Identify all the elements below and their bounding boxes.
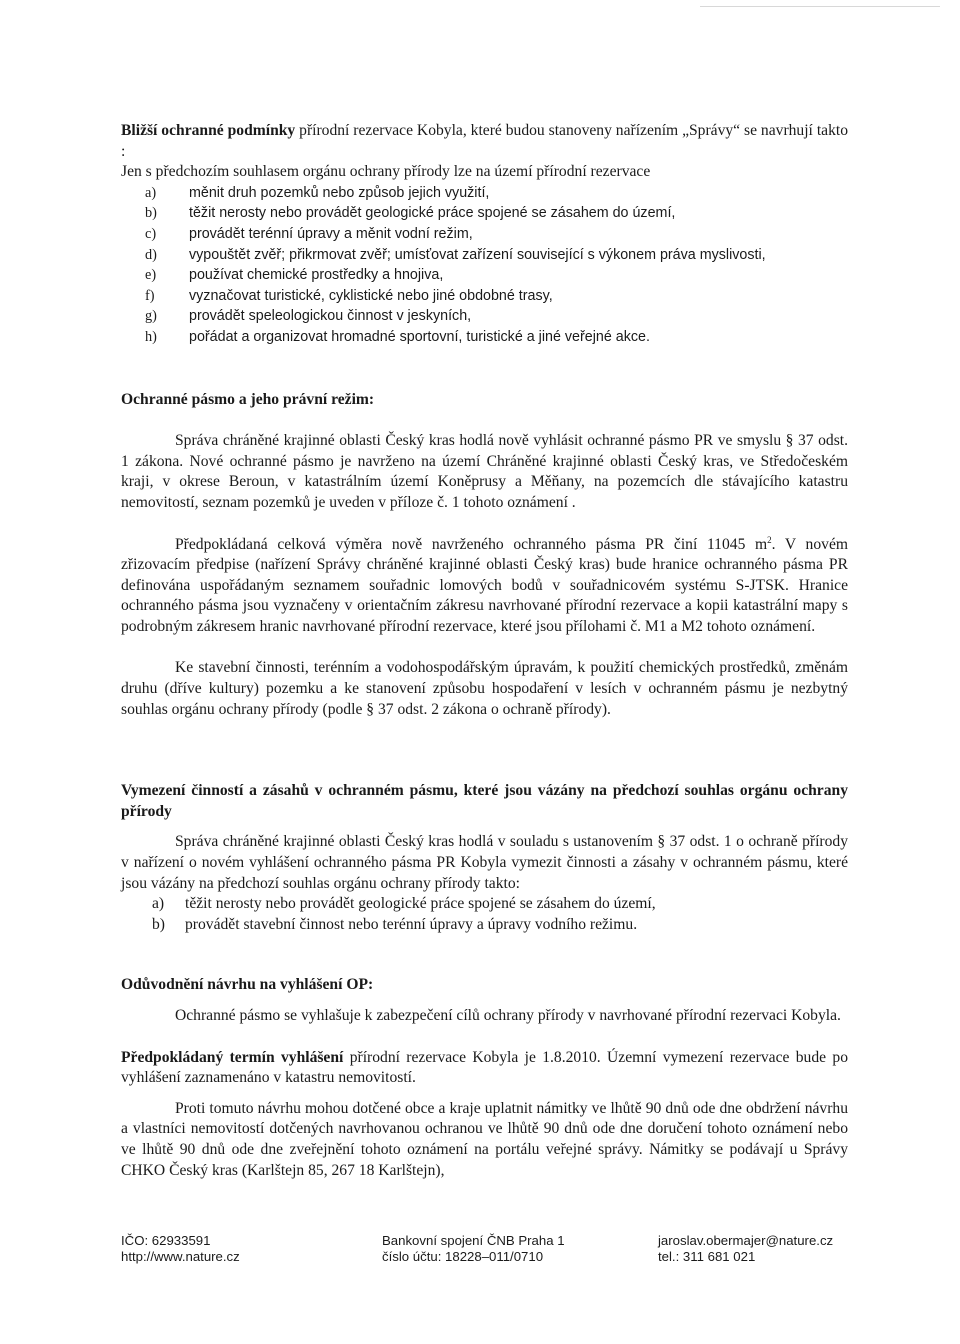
list-item-label: a) bbox=[145, 184, 157, 201]
protection-zone-paragraph-1: Správa chráněné krajinné oblasti Český kras hodlá nově vyhlásit ochranné pásmo PR ve smyslu § 37 odst. 1 zákona. Nové ochranné pásmo je navrženo na území Chráněné krajinné oblasti Český kras, ve Středočeském kraji, v okrese Beroun, v katastrálním území Koněprusy a Měňany, na pozemcích dle stávajícího katastru nemovitostí, seznam pozemků je uveden v příloze č. 1 tohoto oznámení . bbox=[121, 432, 848, 511]
list-item-text: těžit nerosty nebo provádět geologické práce spojené se zásahem do území, bbox=[189, 205, 676, 222]
area-text: Předpokládaná celková výměra nově navrženého ochranného pásma PR činí 11045 m bbox=[175, 535, 768, 553]
list-item-label: g) bbox=[145, 308, 157, 325]
list-item-text: provádět terénní úpravy a měnit vodní režim, bbox=[189, 225, 473, 242]
scan-edge-line bbox=[700, 6, 940, 7]
list-item-label: a) bbox=[152, 895, 165, 913]
list-item bbox=[121, 327, 848, 348]
protection-zone-paragraph-3: Ke stavební činnosti, terénním a vodohospodářským úpravám, k použití chemických prostředků, změnám druhu (dříve kultury) pozemku a ke stanovení způsobu hospodaření v lesích v ochranném pásmu je nezbytný souhlas orgánu ochrany přírody (podle § 37 odst. 2 zákona o ochraně přírody). bbox=[121, 659, 848, 718]
list-item bbox=[121, 224, 848, 245]
section-protection-zone bbox=[121, 390, 848, 721]
footer-web-link[interactable]: http://www.nature.cz bbox=[121, 1249, 240, 1264]
deadline-paragraph bbox=[121, 1048, 848, 1089]
list-item-label: b) bbox=[152, 915, 165, 933]
section-activities bbox=[121, 781, 848, 935]
footer-email-link[interactable]: jaroslav.obermajer@nature.cz bbox=[658, 1233, 834, 1248]
list-item-text: měnit druh pozemků nebo způsob jejich využití, bbox=[189, 184, 490, 201]
list-item-text: vyznačovat turistické, cyklistické nebo jiné obdobné trasy, bbox=[189, 287, 553, 304]
list-item-label: e) bbox=[145, 267, 157, 284]
area-unit-superscript: 2 bbox=[767, 534, 772, 545]
deadline-heading: Předpokládaný termín vyhlášení bbox=[121, 1048, 344, 1066]
list-item-label: c) bbox=[145, 225, 157, 242]
footer-col-contact bbox=[658, 1233, 833, 1265]
section-deadline bbox=[121, 1048, 848, 1182]
document-body bbox=[121, 121, 848, 1181]
list-item-text: provádět stavební činnost nebo terénní úpravy a úpravy vodního režimu. bbox=[185, 915, 638, 933]
justification-paragraph: Ochranné pásmo se vyhlašuje k zabezpečení cílů ochrany přírody v navrhované přírodní rezervaci Kobyla. bbox=[175, 1007, 841, 1024]
list-item-text: pořádat a organizovat hromadné sportovní, turistické a jiné veřejné akce. bbox=[189, 328, 650, 345]
list-item bbox=[121, 265, 848, 286]
conditions-heading: Bližší ochranné podmínky bbox=[121, 122, 296, 139]
footer-col-ids bbox=[121, 1233, 240, 1265]
conditions-list bbox=[121, 183, 848, 348]
protection-zone-paragraph-2 bbox=[121, 535, 848, 638]
list-item bbox=[121, 203, 848, 224]
footer-ico: IČO: 62933591 bbox=[121, 1233, 211, 1248]
list-item bbox=[121, 286, 848, 307]
list-item-text: provádět speleologickou činnost v jeskyních, bbox=[189, 308, 472, 325]
list-item-label: h) bbox=[145, 328, 157, 345]
list-item-text: používat chemické prostředky a hnojiva, bbox=[189, 267, 444, 284]
conditions-intro bbox=[121, 121, 848, 162]
conditions-lead: Jen s předchozím souhlasem orgánu ochrany přírody lze na území přírodní rezervace bbox=[121, 163, 651, 181]
list-item-text: vypouštět zvěř; přikrmovat zvěř; umísťovat zařízení související s výkonem práva myslivosti, bbox=[189, 246, 766, 263]
list-item bbox=[121, 894, 848, 915]
list-item bbox=[121, 915, 848, 936]
list-item-label: d) bbox=[145, 246, 157, 263]
footer-tel: tel.: 311 681 021 bbox=[658, 1249, 756, 1264]
justification-heading: Odůvodnění návrhu na vyhlášení OP: bbox=[121, 976, 374, 994]
activities-paragraph: Správa chráněné krajinné oblasti Český kras hodlá v souladu s ustanovením § 37 odst. 1 o ochraně přírody v nařízení o novém vyhlášení ochranného pásma PR Kobyla vymezit činnosti a zásahy v ochranném pásmu, které jsou vázány na předchozí souhlas orgánu ochrany přírody takto: bbox=[121, 833, 848, 892]
list-item-label: b) bbox=[145, 205, 157, 222]
footer-bank: Bankovní spojení ČNB Praha 1 bbox=[382, 1233, 565, 1248]
activities-list bbox=[121, 894, 848, 935]
objections-paragraph: Proti tomuto návrhu mohou dotčené obce a kraje uplatnit námitky ve lhůtě 90 dnů ode dne obdržení návrhu a vlastníci nemovitostí dotčených navrhovanou ochranou ve lhůtě 90 dnů ode dne doručení tohoto oznámení nebo ve lhůtě 90 dnů ode dne zveřejnění tohoto oznámení na portálu veřejné správy. Námitky se podávají u Správy CHKO Český kras (Karlštejn 85, 267 18 Karlštejn), bbox=[121, 1099, 848, 1179]
list-item-label: f) bbox=[145, 287, 155, 304]
protection-zone-heading: Ochranné pásmo a jeho právní režim: bbox=[121, 390, 375, 408]
footer-account: číslo účtu: 18228–011/0710 bbox=[382, 1249, 544, 1264]
conditions-intro-text: přírodní rezervace Kobyla, které budou stanoveny nařízením „Správy“ se navrhují takto : bbox=[121, 122, 848, 160]
area-text-rest: . V novém zřizovacím předpise (nařízení Správy chráněné krajinné oblasti Český kras) bude hranice ochranného pásma PR definována uspořádaným seznamem souřadnic lomových bodů v souřadnicovém systému S-JTSK. Hranice ochranného pásma jsou vyznačeny v orientačním zákresu navrhované přírodní rezervace a kopii katastrální mapy s podrobným zákresem hranic navrhované přírodní rezervace, které jsou přílohami č. M1 a M2 tohoto oznámení. bbox=[121, 535, 848, 635]
section-justification bbox=[121, 975, 848, 1026]
section-conditions bbox=[121, 121, 848, 348]
list-item-text: těžit nerosty nebo provádět geologické práce spojené se zásahem do území, bbox=[185, 895, 656, 913]
activities-heading: Vymezení činností a zásahů v ochranném pásmu, které jsou vázány na předchozí souhlas orgánu ochrany přírody bbox=[121, 782, 848, 820]
footer-col-bank bbox=[382, 1233, 565, 1265]
list-item bbox=[121, 183, 848, 204]
list-item bbox=[121, 306, 848, 327]
list-item bbox=[121, 245, 848, 266]
deadline-text: přírodní rezervace Kobyla je 1.8.2010. Územní vymezení rezervace bude po vyhlášení zaznamenáno v katastru nemovitostí. bbox=[121, 1048, 849, 1087]
